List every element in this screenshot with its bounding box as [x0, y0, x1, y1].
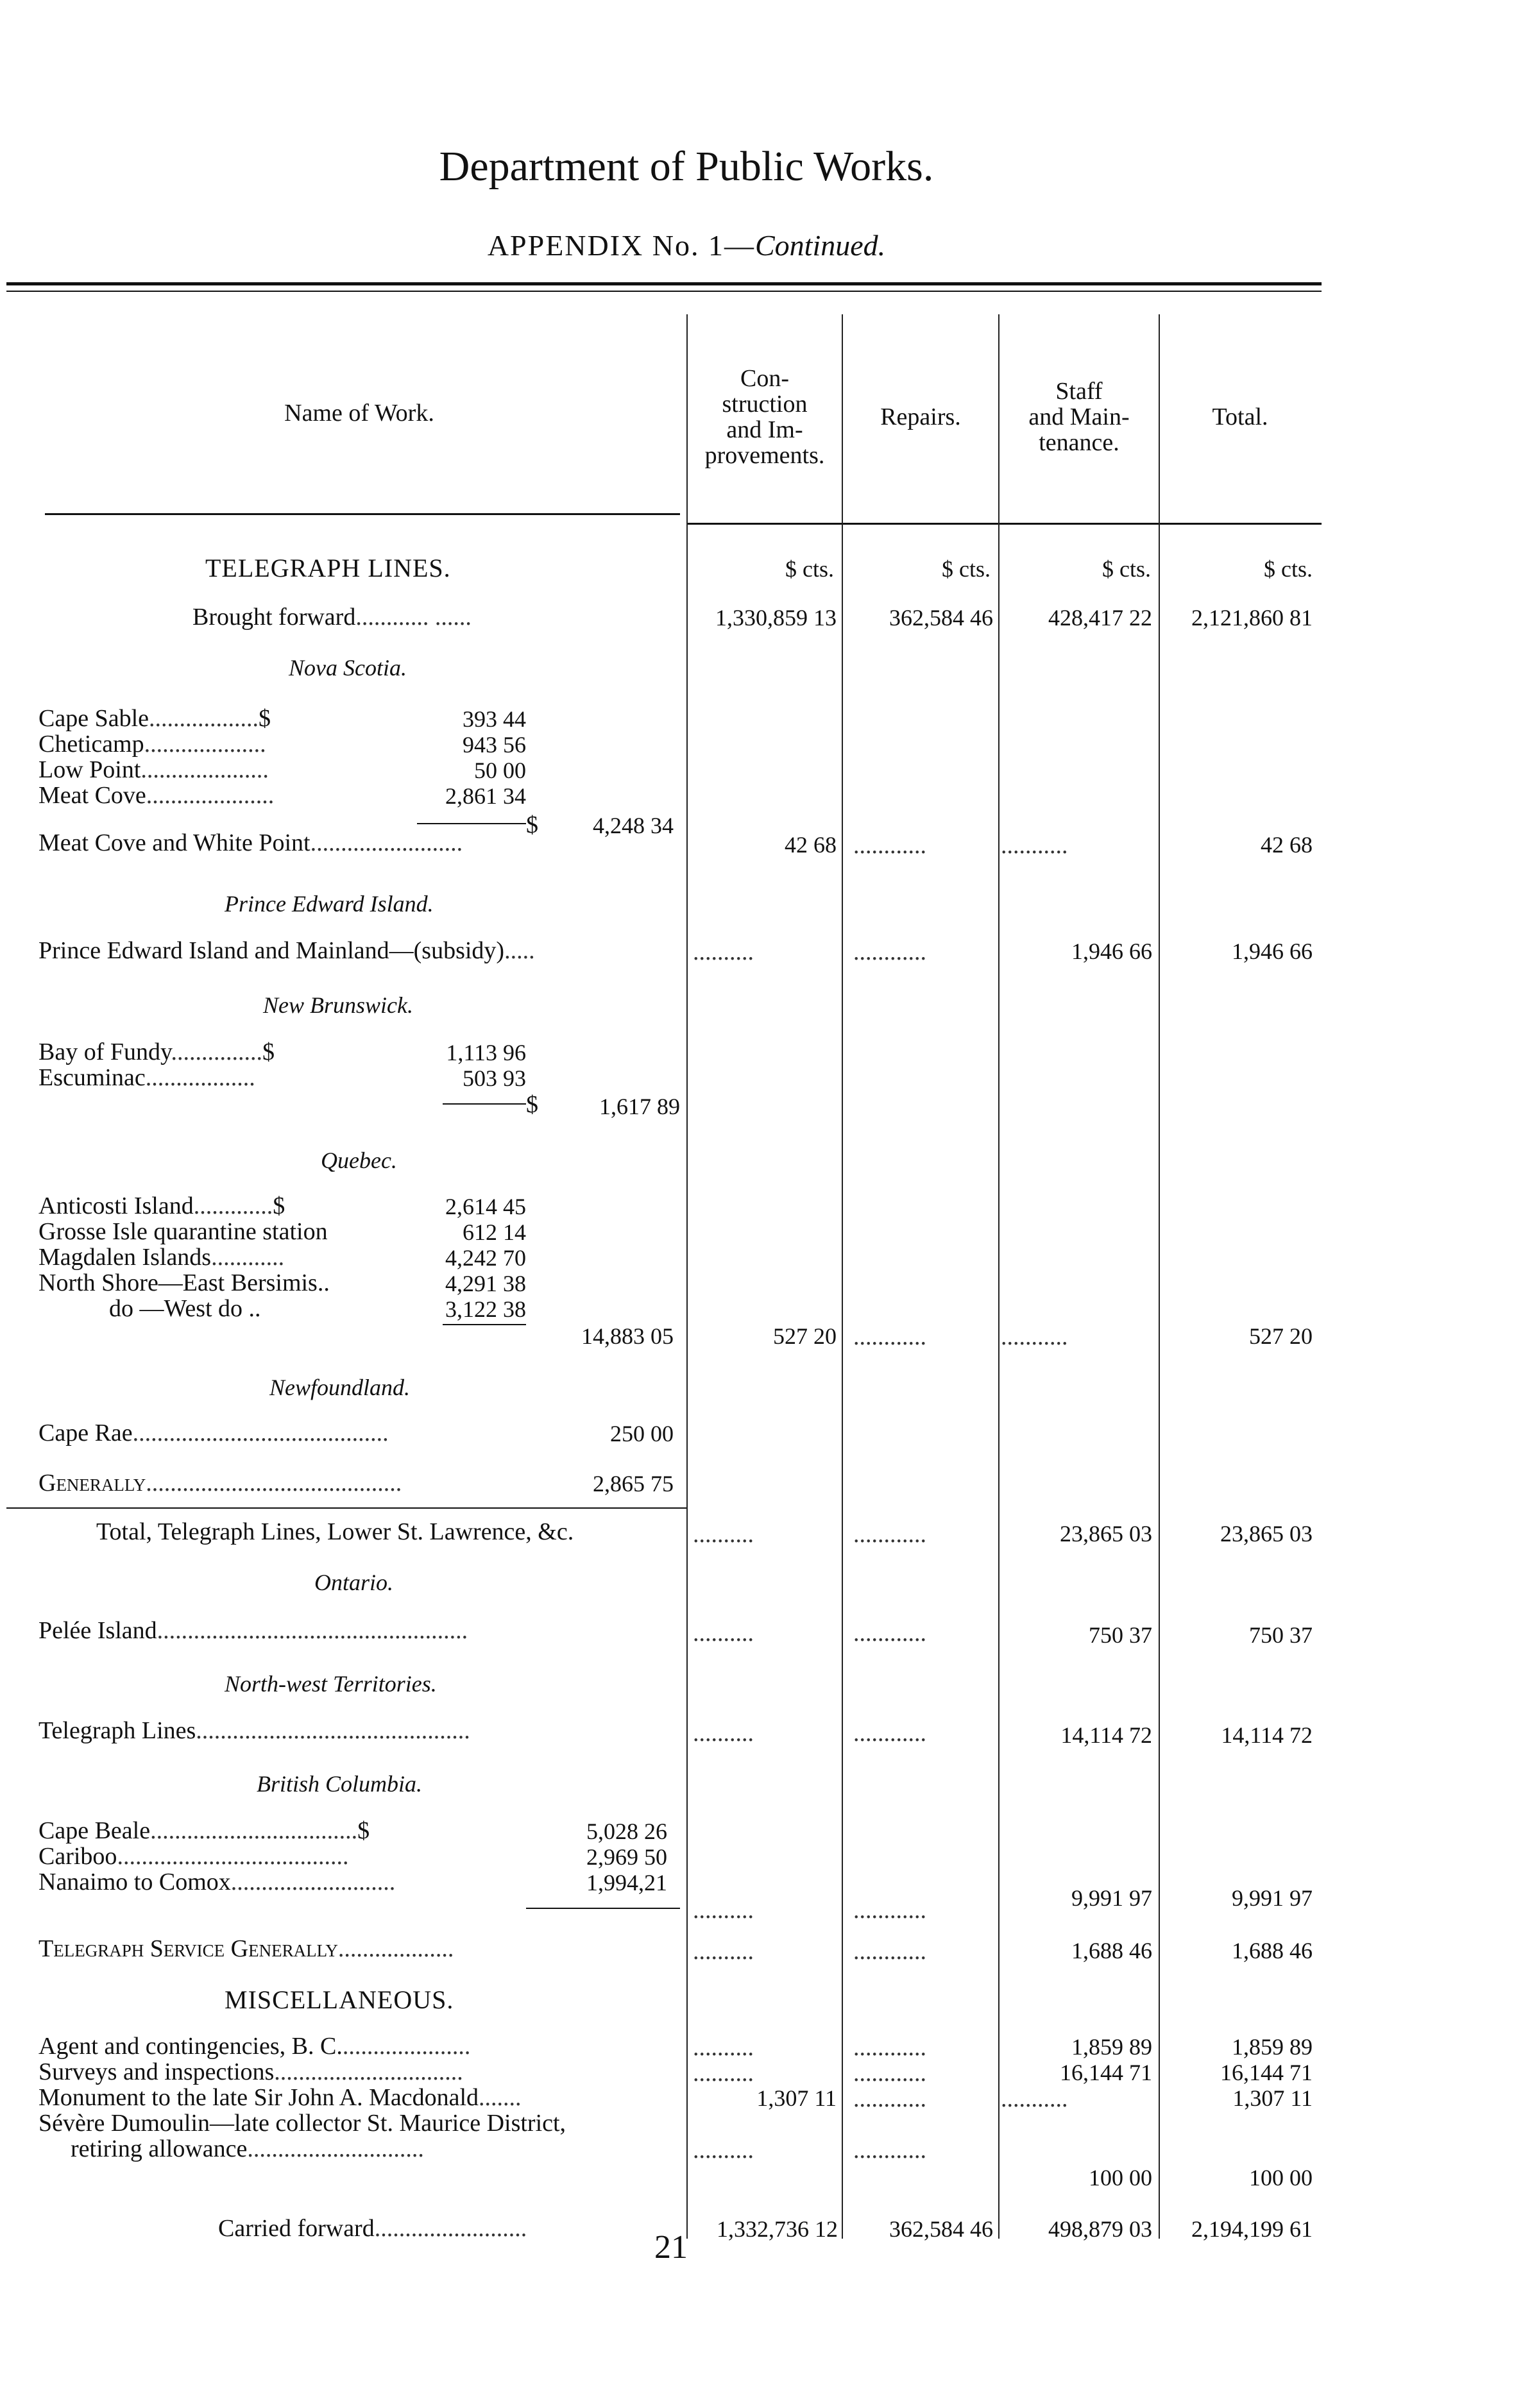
quebec-construction: 527 20: [773, 1323, 837, 1349]
brought-forward-construction: 1,330,859 13: [715, 605, 837, 631]
subtotal-rule: [443, 1103, 526, 1105]
list-item-amount: 2,614 45: [445, 1194, 526, 1219]
subtotal-rule: [443, 1324, 526, 1325]
cape-rae-amount: 250 00: [610, 1421, 674, 1446]
list-item: Escuminac..................: [38, 1064, 255, 1091]
header-name-of-work: Name of Work.: [284, 400, 434, 427]
total-lower-label: Total, Telegraph Lines, Lower St. Lawrence, &c.: [96, 1518, 574, 1545]
subtotal-currency: $: [526, 811, 538, 838]
header-staff: Staff and Main- tenance.: [1028, 378, 1130, 456]
column-divider-1: [686, 314, 688, 2239]
dot-leader: ..........: [693, 2034, 754, 2061]
list-item-amount: 4,291 38: [445, 1271, 526, 1296]
pei-staff: 1,946 66: [1071, 938, 1152, 964]
page-title: Department of Public Works.: [439, 143, 934, 190]
dot-leader: ..........: [693, 1620, 754, 1647]
subtotal-rule: [417, 823, 526, 824]
misc-row: Agent and contingencies, B. C......................: [38, 2033, 471, 2060]
quebec-total: 527 20: [1249, 1323, 1313, 1349]
misc-staff: 1,859 89: [1071, 2034, 1152, 2060]
list-item-amount: 1,113 96: [446, 1040, 526, 1065]
dot-leader: ............: [853, 2137, 926, 2164]
units-total: $ cts.: [1264, 556, 1313, 582]
list-item: Grosse Isle quarantine station: [38, 1218, 328, 1245]
top-rule-thin: [6, 291, 1322, 292]
severe-total: 100 00: [1249, 2165, 1313, 2191]
carried-forward-repairs: 362,584 46: [889, 2216, 993, 2242]
dot-leader: ..........: [693, 938, 754, 965]
list-item: Cape Sable..................$: [38, 705, 271, 732]
pelee-label: Pelée Island...................................................: [38, 1617, 468, 1644]
carried-forward-staff: 498,879 03: [1048, 2216, 1152, 2242]
misc-total: 16,144 71: [1220, 2060, 1313, 2085]
dot-leader: ..........: [693, 2137, 754, 2164]
brought-forward-staff: 428,417 22: [1048, 605, 1152, 631]
brought-forward-repairs: 362,584 46: [889, 605, 993, 631]
carried-forward-label: Carried forward.........................: [218, 2215, 527, 2242]
list-item-amount: 5,028 26: [586, 1819, 667, 1844]
bc-staff: 9,991 97: [1071, 1885, 1152, 1911]
pei-total: 1,946 66: [1232, 938, 1313, 964]
carried-forward-construction: 1,332,736 12: [717, 2216, 838, 2242]
list-item: Anticosti Island.............$: [38, 1192, 285, 1219]
new-brunswick-subtotal: 1,617 89: [599, 1094, 680, 1119]
dot-leader: ............: [853, 2034, 926, 2061]
dot-leader: ..........: [693, 1897, 754, 1924]
subsection-nova-scotia: Nova Scotia.: [289, 655, 407, 681]
misc-total: 1,307 11: [1232, 2085, 1313, 2111]
dot-leader: ............: [853, 1938, 926, 1965]
list-item-amount: 1,994,21: [586, 1870, 667, 1895]
subsection-pei: Prince Edward Island.: [225, 891, 434, 917]
dot-leader: ............: [853, 1620, 926, 1647]
subsection-new-brunswick: New Brunswick.: [263, 992, 413, 1018]
list-item-amount: 50 00: [474, 758, 526, 783]
dot-leader: ............: [853, 2060, 926, 2087]
dot-leader: ............: [853, 1720, 926, 1747]
header-rule-right: [686, 523, 1322, 525]
cape-rae-label: Cape Rae..........................................: [38, 1420, 389, 1446]
generally-label: Generally..........................................: [38, 1470, 402, 1497]
nwt-label: Telegraph Lines.............................................: [38, 1717, 470, 1744]
section-miscellaneous: MISCELLANEOUS.: [225, 1985, 454, 2014]
total-lower-staff: 23,865 03: [1060, 1521, 1152, 1547]
list-item: do —West do ..: [109, 1295, 261, 1322]
carried-forward-total: 2,194,199 61: [1191, 2216, 1313, 2242]
total-rule: [6, 1507, 686, 1509]
bc-total: 9,991 97: [1232, 1885, 1313, 1911]
list-item-amount: 503 93: [463, 1065, 526, 1091]
meat-cove-total: 42 68: [1261, 832, 1313, 858]
dot-leader: ............: [853, 2085, 926, 2112]
subsection-newfoundland: Newfoundland.: [269, 1375, 411, 1400]
dot-leader: ............: [853, 832, 926, 859]
meat-cove-construction: 42 68: [785, 832, 837, 858]
misc-total: 1,859 89: [1232, 2034, 1313, 2060]
header-repairs: Repairs.: [880, 403, 961, 430]
subsection-quebec: Quebec.: [321, 1148, 397, 1173]
dot-leader: ...........: [1001, 1323, 1068, 1350]
dot-leader: ............: [853, 1521, 926, 1548]
dot-leader: ..........: [693, 1938, 754, 1965]
header-total: Total.: [1212, 403, 1268, 430]
subsection-ontario: Ontario.: [314, 1570, 394, 1595]
dot-leader: ...........: [1001, 832, 1068, 859]
list-item: Bay of Fundy...............$: [38, 1039, 275, 1065]
misc-row: Monument to the late Sir John A. Macdonald.......: [38, 2084, 522, 2111]
list-item-amount: 393 44: [463, 706, 526, 732]
meat-cove-white-point-label: Meat Cove and White Point.........................: [38, 829, 463, 856]
page-number: 21: [654, 2229, 688, 2266]
misc-row: Surveys and inspections...............................: [38, 2058, 463, 2085]
subsection-nwt: North-west Territories.: [225, 1671, 437, 1697]
subtotal-rule: [526, 1908, 680, 1909]
dot-leader: ..........: [693, 1521, 754, 1548]
severe-label-1: Sévère Dumoulin—late collector St. Maurice District,: [38, 2110, 566, 2137]
units-staff: $ cts.: [1102, 556, 1151, 582]
pelee-staff: 750 37: [1089, 1622, 1152, 1648]
total-lower-total: 23,865 03: [1220, 1521, 1313, 1547]
list-item: Magdalen Islands............: [38, 1244, 285, 1271]
section-telegraph-lines: TELEGRAPH LINES.: [205, 554, 451, 582]
list-item-amount: 3,122 38: [445, 1296, 526, 1322]
pelee-total: 750 37: [1249, 1622, 1313, 1648]
list-item: Low Point.....................: [38, 756, 269, 783]
misc-staff: 16,144 71: [1060, 2060, 1152, 2085]
list-item-amount: 2,861 34: [445, 783, 526, 809]
service-generally-staff: 1,688 46: [1071, 1938, 1152, 1963]
brought-forward-total: 2,121,860 81: [1191, 605, 1313, 631]
dot-leader: ............: [853, 1897, 926, 1924]
service-generally-total: 1,688 46: [1232, 1938, 1313, 1963]
list-item: Nanaimo to Comox...........................: [38, 1869, 396, 1895]
subtotal-currency: $: [526, 1091, 538, 1118]
list-item: North Shore—East Bersimis..: [38, 1269, 330, 1296]
appendix-heading: APPENDIX No. 1—Continued.: [487, 229, 886, 262]
list-item: Cheticamp....................: [38, 731, 266, 758]
dot-leader: ............: [853, 938, 926, 965]
list-item-amount: 4,242 70: [445, 1245, 526, 1271]
quebec-subtotal: 14,883 05: [581, 1323, 674, 1349]
brought-forward-label: Brought forward............ ......: [192, 604, 472, 631]
units-construction: $ cts.: [785, 556, 834, 582]
column-divider-2: [842, 314, 843, 2239]
dot-leader: ..........: [693, 2060, 754, 2087]
severe-staff: 100 00: [1089, 2165, 1152, 2191]
top-rule-thick: [6, 282, 1322, 285]
list-item-amount: 612 14: [463, 1219, 526, 1245]
dot-leader: ..........: [693, 1720, 754, 1747]
nova-scotia-subtotal: 4,248 34: [593, 813, 674, 838]
list-item: Meat Cove.....................: [38, 782, 275, 809]
subsection-bc: British Columbia.: [257, 1771, 423, 1797]
nwt-total: 14,114 72: [1221, 1722, 1313, 1748]
severe-label-2: retiring allowance.............................: [71, 2135, 424, 2162]
generally-amount: 2,865 75: [593, 1471, 674, 1497]
nwt-staff: 14,114 72: [1060, 1722, 1152, 1748]
header-rule-left: [45, 513, 680, 515]
units-repairs: $ cts.: [942, 556, 991, 582]
list-item-amount: 943 56: [463, 732, 526, 758]
list-item-amount: 2,969 50: [586, 1844, 667, 1870]
misc-construction: 1,307 11: [756, 2085, 837, 2111]
dot-leader: ...........: [1001, 2085, 1068, 2112]
pei-label: Prince Edward Island and Mainland—(subsidy).....: [38, 937, 535, 964]
service-generally-label: Telegraph Service Generally...................: [38, 1935, 454, 1962]
list-item: Cariboo......................................: [38, 1843, 349, 1870]
list-item: Cape Beale..................................$: [38, 1817, 370, 1844]
header-construction: Con- struction and Im- provements.: [704, 365, 825, 469]
column-divider-3: [998, 314, 999, 2239]
dot-leader: ............: [853, 1323, 926, 1350]
